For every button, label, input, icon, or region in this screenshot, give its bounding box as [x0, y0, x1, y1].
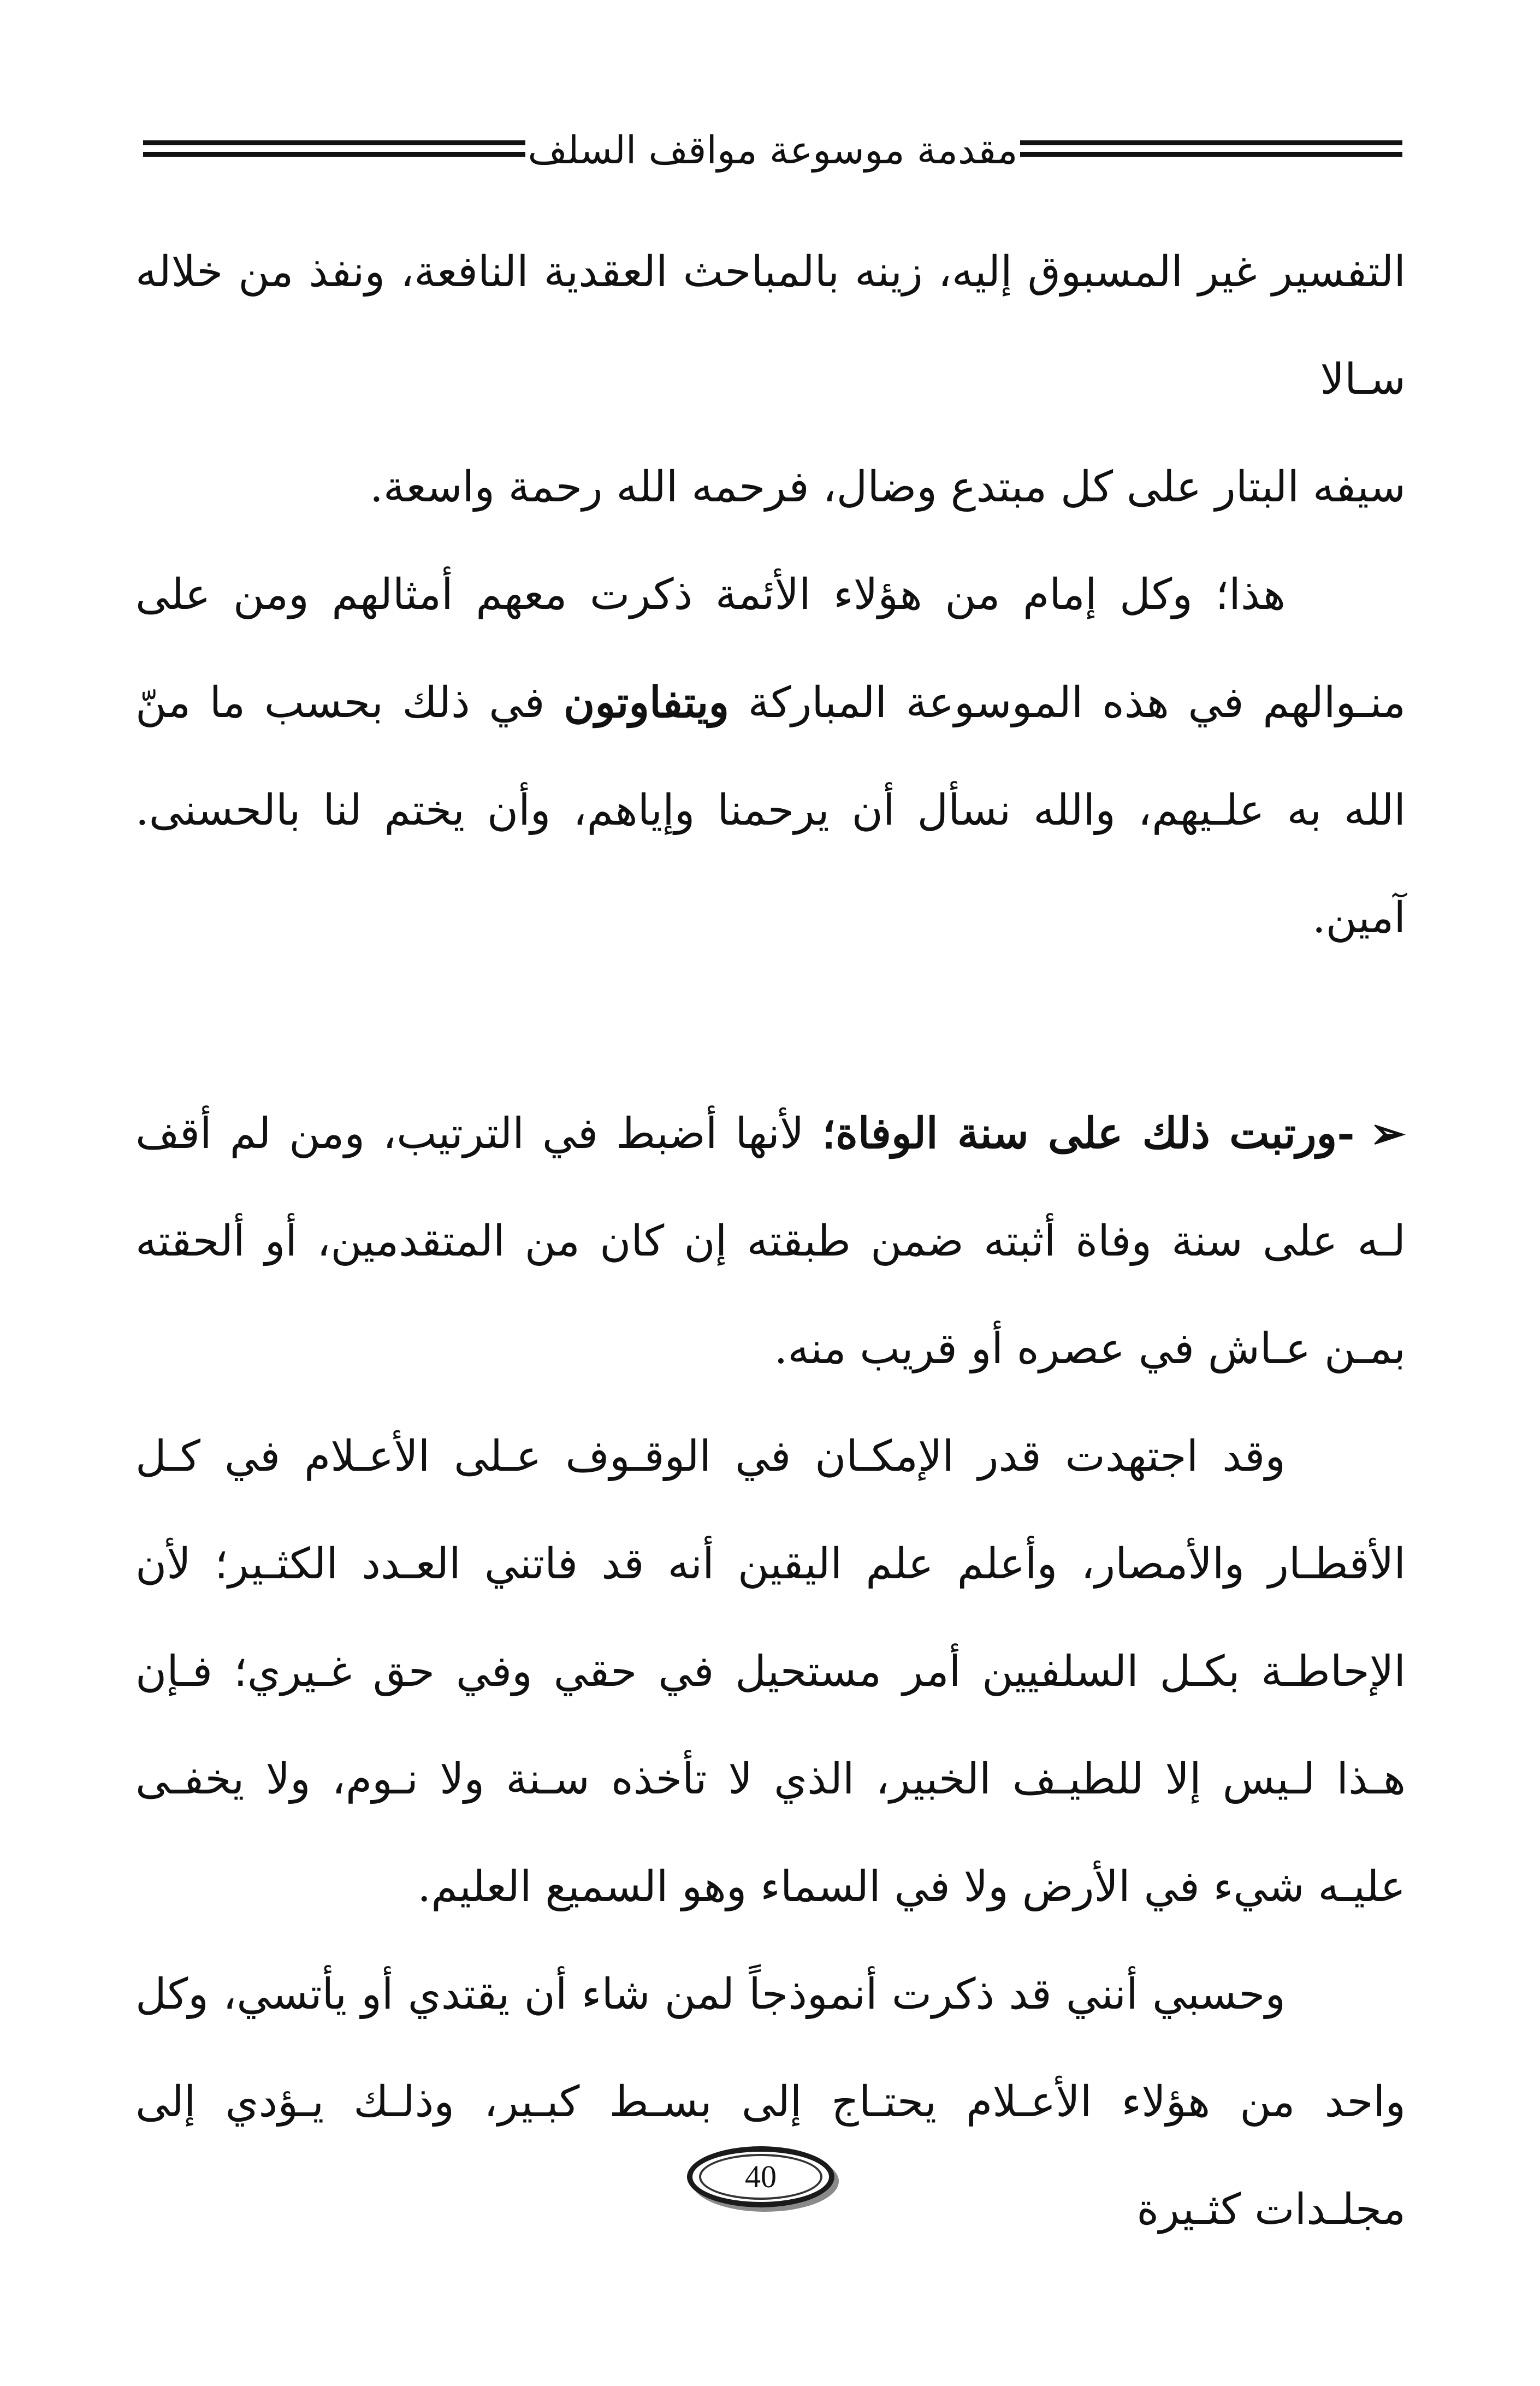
paragraph-2-bold: ويتفاوتون [564, 678, 730, 727]
paragraph-1-line-1: التفسير غير المسبوق إليه، زينه بالمباحث العقدية النافعة، ونفذ من خلاله سـالا [135, 247, 1406, 404]
paragraph-3-rest: لأنها أضبط في الترتيب، ومن لم أقف لـه على سنة وفاة أثبته ضمن طبقته إن كان من المتقدمين، أو ألحقته بمـن عـاش في عصره أو قريب منه. [135, 1109, 1406, 1373]
bullet-arrow-icon: ➢ [1370, 1109, 1406, 1158]
paragraph-3 [135, 1080, 1406, 1403]
paragraph-gap [135, 972, 1406, 1080]
body-text [135, 218, 1406, 2264]
header-rule-right [1020, 140, 1402, 157]
paragraph-4: وقد اجتهدت قدر الإمكـان في الوقـوف عـلى الأعـلام في كـل الأقطـار والأمصار، وأعلم علم اليقين أنه قد فاتني العـدد الكثـير؛ لأن الإحاطـة بكـل السلفيين أمر مستحيل في حقي وفي حق غـيري؛ فـإن هـذا لـيس إلا للطيـف الخبير، الذي لا تأخذه سـنة ولا نـوم، ولا يخفـى عليـه شيء في الأرض ولا في السماء وهو السميع العليم. [135, 1432, 1406, 1911]
paragraph-1-line-2: سيفه البتار على كل مبتدع وضال، فرحمه الله رحمة واسعة. [370, 463, 1406, 512]
header-title: مقدمة موسوعة مواقف السلف [528, 128, 1018, 173]
paragraph-2-text: هذا؛ وكل إمام من هؤلاء الأئمة ذكرت معهم أمثالهم ومن على منـوالهم في هذه الموسوعة المباركة [135, 570, 1406, 727]
running-header [143, 123, 1402, 183]
paragraph-5: وحسبي أنني قد ذكرت أنموذجاً لمن شاء أن يقتدي أو يأتسي، وكل واحد من هؤلاء الأعـلام يحتـاج إلى بسـط كبـير، وذلـك يـؤدي إلى مجلـدات كثـيرة [135, 1970, 1406, 2234]
paragraph-2-rest: في ذلك بحسب ما منّ الله به علـيهم، والله نسأل أن يرحمنا وإياهم، وأن يختم لنا بالحسنى. آمين. [135, 678, 1406, 943]
page-number-badge [687, 2146, 840, 2212]
paragraph-3-bold: -ورتبت ذلك على سنة الوفاة؛ [822, 1109, 1355, 1158]
header-rule-left [143, 140, 525, 157]
paragraph-2 [135, 541, 1406, 972]
page-number: 40 [699, 2154, 822, 2200]
